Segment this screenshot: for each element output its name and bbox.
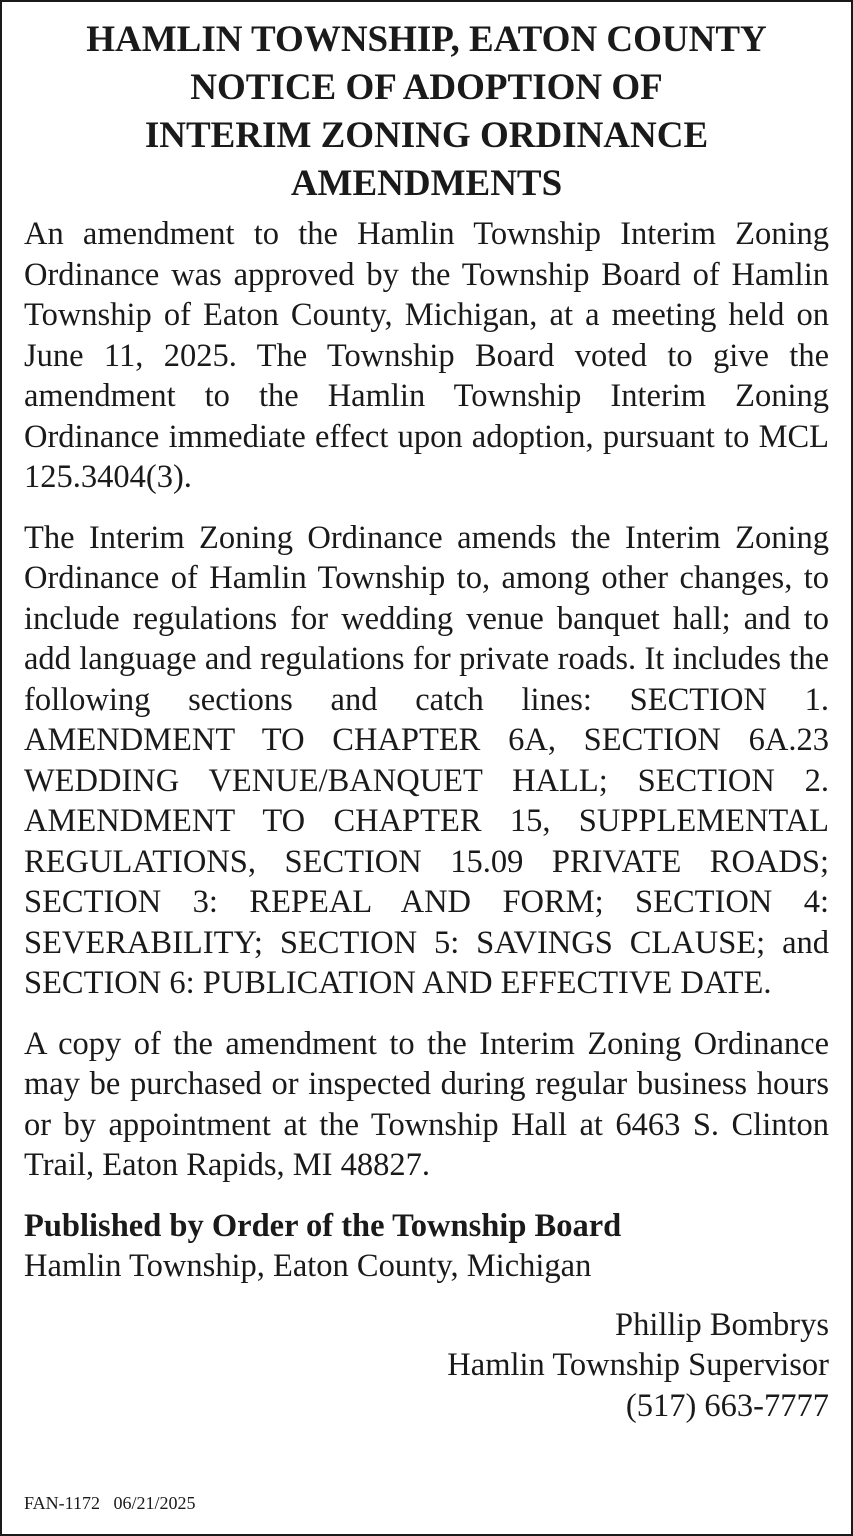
footer-reference: FAN-1172 06/21/2025 (24, 1493, 196, 1513)
signature-phone: (517) 663-7777 (625, 1387, 829, 1424)
published-line: Hamlin Township, Eaton County, Michigan (24, 1248, 592, 1284)
paragraph-ordinance-sections: The Interim Zoning Ordinance amends the Interim Zoning Ordinance of Hamlin Township to, among other changes, to include regulations for wedding venue banquet hall; and to add language and regulations for private roads. It includes the following sections and catch lines: SECTION 1. AMENDMENT TO CHAPTER 6A, SECTION 6A.23 WEDDING VENUE/BANQUET HALL; SECTION 2. AMENDMENT TO CHAPTER 15, SUPPLEMENTAL REGULATIONS, SECTION 15.09 PRIVATE ROADS; SECTION 3: REPEAL AND FORM; SECTION 4: SEVERABILITY; SECTION 5: SAVINGS CLAUSE; and SECTION 6: PUBLICATION AND EFFECTIVE DATE. (24, 519, 829, 1001)
title-line-4: AMENDMENTS (290, 163, 563, 204)
title-line-3: INTERIM ZONING ORDINANCE (144, 115, 709, 156)
title-line-1: HAMLIN TOWNSHIP, EATON COUNTY (86, 19, 767, 60)
signature-block (24, 1305, 829, 1427)
published-heading: Published by Order of the Township Board (24, 1207, 622, 1244)
notice-title (24, 16, 829, 208)
paragraph-amendment-approval: An amendment to the Hamlin Township Interim Zoning Ordinance was approved by the Township Board of Hamlin Township of Eaton County, Michigan, at a meeting held on June 11, 2025. The Township Board voted to give the amendment to the Hamlin Township Interim Zoning Ordinance immediate effect upon adoption, pursuant to MCL 125.3404(3). (24, 216, 829, 495)
signature-name: Phillip Bombrys (615, 1306, 829, 1343)
signature-title: Hamlin Township Supervisor (447, 1347, 829, 1383)
title-line-2: NOTICE OF ADOPTION OF (190, 67, 663, 108)
paragraph-copy-availability: A copy of the amendment to the Interim Zoning Ordinance may be purchased or inspected during regular business hours or by appointment at the Township Hall at 6463 S. Clinton Trail, Eaton Rapids, MI 48827. (24, 1025, 829, 1183)
